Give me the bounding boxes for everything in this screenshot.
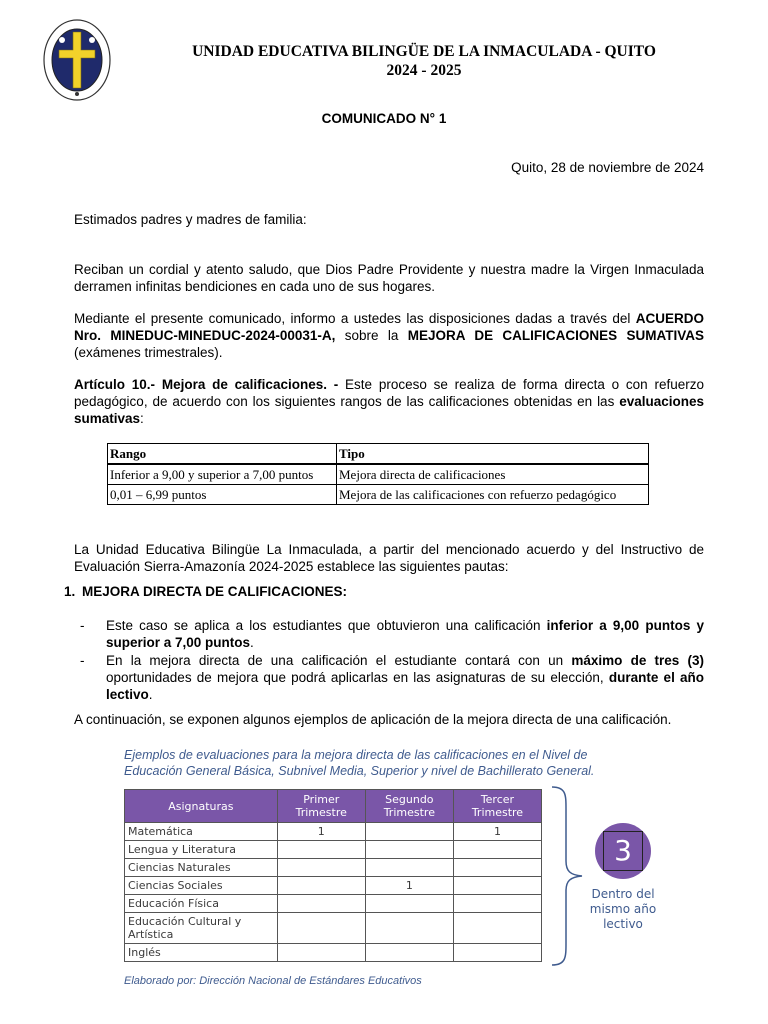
header-range: Rango [108, 444, 337, 465]
bullet-dash: - [80, 618, 85, 633]
bullet-bold-2: durante el año lectivo [106, 670, 705, 702]
paragraph-agreement [74, 310, 704, 361]
count-cell [365, 859, 453, 877]
caption-line: Ejemplos de evaluaciones para la mejora directa de las calificaciones en el Nivel de [124, 748, 588, 762]
max-count-label: Dentro del mismo año lectivo [589, 887, 657, 931]
type-cell: Mejora de las calificaciones con refuerzo pedagógico [337, 485, 649, 505]
article-colon: : [140, 411, 144, 426]
school-header [120, 42, 728, 80]
section-heading [64, 584, 347, 599]
count-cell: 1 [453, 823, 541, 841]
subject-cell: Lengua y Literatura [125, 841, 278, 859]
count-cell: 1 [365, 877, 453, 895]
count-cell [277, 877, 365, 895]
subject-cell: Matemática [125, 823, 278, 841]
count-cell [453, 913, 541, 944]
school-year: 2024 - 2025 [386, 62, 462, 79]
bullet-end: . [250, 635, 254, 650]
examples-table [124, 789, 542, 962]
table-header-row [125, 790, 542, 823]
table-row [125, 859, 542, 877]
bullet-dash: - [80, 653, 85, 668]
count-cell [453, 877, 541, 895]
count-cell [453, 841, 541, 859]
table-row [125, 877, 542, 895]
date-line: Quito, 28 de noviembre de 2024 [511, 160, 704, 175]
section-title: MEJORA DIRECTA DE CALIFICACIONES: [82, 584, 348, 599]
header-term-2: Segundo Trimestre [365, 790, 453, 823]
table-row [125, 841, 542, 859]
count-cell [453, 944, 541, 962]
agreement-subject: MEJORA DE CALIFICACIONES SUMATIVAS [407, 328, 705, 343]
count-cell [365, 895, 453, 913]
table-row [125, 944, 542, 962]
article-text: Este proceso se realiza de forma directa o con refuerzo pedagógico, de acuerdo con los siguientes rangos de las calificaciones obtenidas en las [74, 377, 705, 409]
article-bold-term: evaluaciones sumativas [74, 394, 704, 426]
subject-cell: Educación Física [125, 895, 278, 913]
count-cell: 1 [277, 823, 365, 841]
bullet-text: En la mejora directa de una calificación el estudiante contará con un [106, 653, 572, 668]
bullet-text: Este caso se aplica a los estudiantes que obtuvieron una calificación [106, 618, 547, 633]
count-cell [277, 913, 365, 944]
count-cell [277, 841, 365, 859]
p2-text-3: (exámenes trimestrales). [74, 345, 223, 360]
count-cell [453, 895, 541, 913]
agreement-number: ACUERDO Nro. MINEDUC-MINEDUC-2024-00031-A, [74, 311, 704, 343]
subject-cell: Ciencias Naturales [125, 859, 278, 877]
p2-text-2: sobre la [335, 328, 408, 343]
bullet-end: . [148, 687, 153, 702]
count-cell [365, 913, 453, 944]
paragraph-guidelines: La Unidad Educativa Bilingüe La Inmaculada, a partir del mencionado acuerdo y del Instructivo de Evaluación Sierra-Amazonía 2024-2025 establece las siguientes pautas: [74, 542, 704, 574]
count-cell [365, 841, 453, 859]
max-count-value: 3 [603, 831, 643, 871]
count-cell [365, 944, 453, 962]
count-cell [365, 823, 453, 841]
paragraph-examples-intro: A continuación, se exponen algunos ejemplos de aplicación de la mejora directa de una calificación. [74, 712, 672, 727]
school-name: UNIDAD EDUCATIVA BILINGÜE DE LA INMACULADA - QUITO [192, 43, 656, 60]
notice-title: COMUNICADO N° 1 [321, 111, 447, 126]
type-cell: Mejora directa de calificaciones [337, 464, 649, 485]
header-term-3: Tercer Trimestre [453, 790, 541, 823]
paragraph-greeting-blessing: Reciban un cordial y atento saludo, que Dios Padre Providente y nuestra madre la Virgen Inmaculada derramen infinitas bendiciones en cada uno de sus hogares. [74, 262, 704, 294]
max-count-badge [595, 823, 651, 879]
p2-text: Mediante el presente comunicado, informo a ustedes las disposiciones dadas a través del [74, 311, 636, 326]
guidelines-list [80, 617, 704, 704]
range-cell: Inferior a 9,00 y superior a 7,00 puntos [108, 464, 337, 485]
ranges-table [107, 443, 649, 505]
header-type: Tipo [337, 444, 649, 465]
bullet-bold: máximo de tres (3) [571, 653, 704, 668]
greeting: Estimados padres y madres de familia: [74, 212, 307, 227]
list-item [80, 652, 704, 703]
table-row [125, 895, 542, 913]
table-header-row [108, 444, 649, 465]
bullet-text-2: oportunidades de mejora que podrá aplicarlas en las asignaturas de su elección, [106, 670, 609, 685]
subject-cell: Educación Cultural y Artística [125, 913, 278, 944]
school-crest-icon [42, 18, 112, 102]
paragraph-article-10 [74, 376, 704, 427]
bullet-bold: inferior a 9,00 puntos y superior a 7,00 puntos [106, 618, 704, 650]
header-subjects: Asignaturas [125, 790, 278, 823]
subject-cell: Inglés [125, 944, 278, 962]
figure-credit: Elaborado por: Dirección Nacional de Estándares Educativos [124, 975, 422, 987]
table-row [125, 823, 542, 841]
table-row [108, 464, 649, 485]
right-brace-icon [548, 785, 588, 967]
table-row [125, 913, 542, 944]
article-title: Artículo 10.- Mejora de calificaciones. - [74, 377, 339, 392]
caption-line: Educación General Básica, Subnivel Media, Superior y nivel de Bachillerato General. [124, 764, 595, 778]
range-cell: 0,01 – 6,99 puntos [108, 485, 337, 505]
subject-cell: Ciencias Sociales [125, 877, 278, 895]
table-row [108, 485, 649, 505]
count-cell [277, 895, 365, 913]
header-term-1: Primer Trimestre [277, 790, 365, 823]
count-cell [277, 859, 365, 877]
list-item [80, 617, 704, 651]
figure-caption [124, 747, 644, 779]
count-cell [277, 944, 365, 962]
count-cell [453, 859, 541, 877]
section-number: 1. [64, 584, 76, 599]
